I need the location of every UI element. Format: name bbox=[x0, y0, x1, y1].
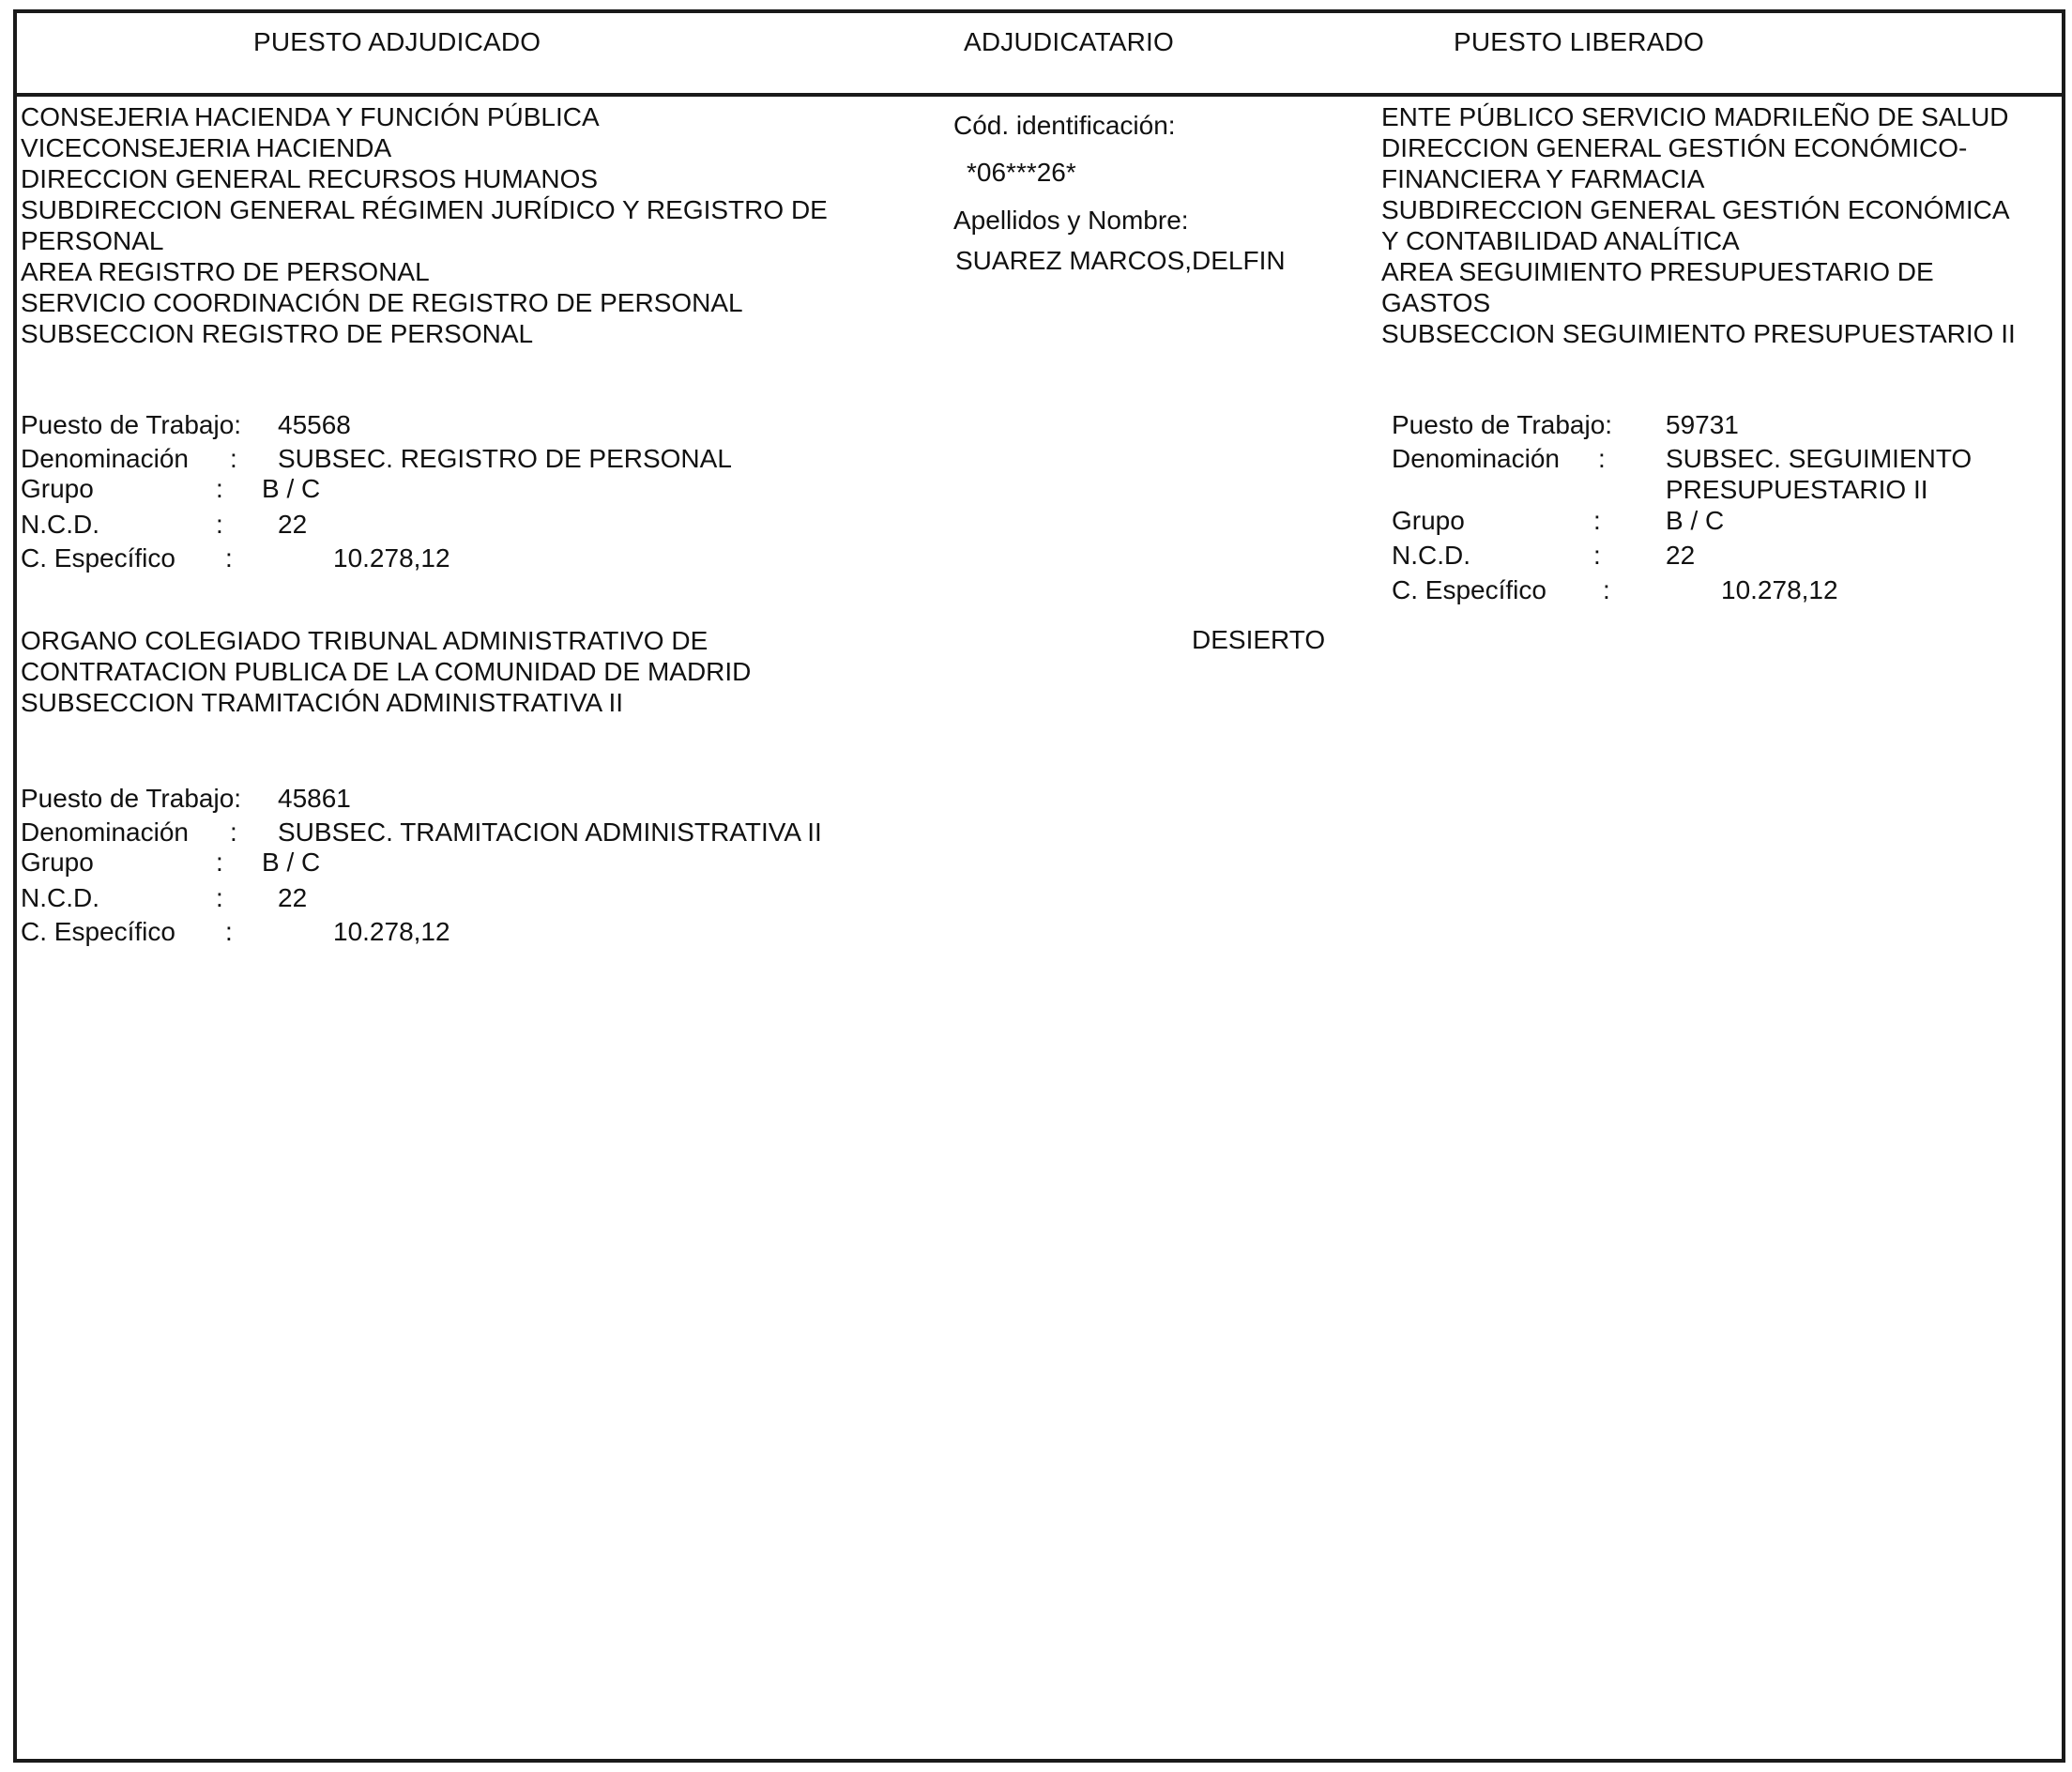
liberado-especifico-label: C. Específico bbox=[1392, 575, 1546, 604]
denominacion-value: SUBSEC. TRAMITACION ADMINISTRATIVA II bbox=[278, 817, 822, 847]
especifico-value: 10.278,12 bbox=[333, 917, 450, 946]
status-desierto: DESIERTO bbox=[1192, 625, 1326, 654]
puesto-value: 45861 bbox=[278, 784, 351, 813]
grupo-label: Grupo bbox=[21, 848, 94, 877]
org-line: SUBSECCION SEGUIMIENTO PRESUPUESTARIO II bbox=[1381, 319, 2016, 348]
colon: : bbox=[216, 883, 223, 912]
entry-2-organization bbox=[21, 625, 751, 718]
liberado-denominacion-value: SUBSEC. SEGUIMIENTO bbox=[1666, 444, 1973, 473]
org-line: AREA REGISTRO DE PERSONAL bbox=[21, 257, 430, 286]
colon: : bbox=[1603, 575, 1610, 604]
org-line: SUBDIRECCION GENERAL RÉGIMEN JURÍDICO Y REGISTRO DE bbox=[21, 195, 828, 224]
ncd-label: N.C.D. bbox=[21, 883, 99, 912]
grupo-value: B / C bbox=[262, 474, 321, 503]
colon: : bbox=[230, 817, 237, 847]
puesto-value: 45568 bbox=[278, 410, 351, 439]
denominacion-label: Denominación bbox=[21, 817, 189, 847]
colon: : bbox=[1598, 444, 1606, 473]
colon: : bbox=[225, 917, 233, 946]
org-line: FINANCIERA Y FARMACIA bbox=[1381, 164, 1705, 193]
org-line: Y CONTABILIDAD ANALÍTICA bbox=[1381, 226, 1740, 255]
org-line: VICECONSEJERIA HACIENDA bbox=[21, 133, 392, 162]
liberado-organization bbox=[1381, 101, 2016, 349]
grupo-value: B / C bbox=[262, 848, 321, 877]
org-line: SUBSECCION REGISTRO DE PERSONAL bbox=[21, 319, 534, 348]
header-puesto-liberado: PUESTO LIBERADO bbox=[1454, 27, 1705, 56]
org-line: CONSEJERIA HACIENDA Y FUNCIÓN PÚBLICA bbox=[21, 102, 600, 131]
liberado-puesto-label: Puesto de Trabajo: bbox=[1392, 410, 1613, 439]
puesto-label: Puesto de Trabajo: bbox=[21, 410, 242, 439]
liberado-especifico-value: 10.278,12 bbox=[1721, 575, 1838, 604]
especifico-value: 10.278,12 bbox=[333, 543, 450, 573]
org-line: SUBDIRECCION GENERAL GESTIÓN ECONÓMICA bbox=[1381, 195, 2010, 224]
especifico-label: C. Específico bbox=[21, 543, 175, 573]
colon: : bbox=[225, 543, 233, 573]
grupo-label: Grupo bbox=[21, 474, 94, 503]
ncd-value: 22 bbox=[278, 883, 308, 912]
puesto-label: Puesto de Trabajo: bbox=[21, 784, 242, 813]
cod-identificacion-label: Cód. identificación: bbox=[953, 111, 1176, 140]
liberado-grupo-label: Grupo bbox=[1392, 506, 1465, 535]
liberado-ncd-label: N.C.D. bbox=[1392, 541, 1470, 570]
org-line: SUBSECCION TRAMITACIÓN ADMINISTRATIVA II bbox=[21, 688, 624, 717]
org-line: DIRECCION GENERAL GESTIÓN ECONÓMICO- bbox=[1381, 133, 1968, 162]
header-divider bbox=[13, 93, 2065, 97]
org-line: AREA SEGUIMIENTO PRESUPUESTARIO DE bbox=[1381, 257, 1934, 286]
org-line: ORGANO COLEGIADO TRIBUNAL ADMINISTRATIVO DE bbox=[21, 626, 708, 655]
entry-1-organization bbox=[21, 101, 828, 349]
ncd-value: 22 bbox=[278, 510, 308, 539]
header-adjudicatario: ADJUDICATARIO bbox=[964, 27, 1175, 56]
cod-identificacion-value: *06***26* bbox=[967, 158, 1076, 187]
liberado-grupo-value: B / C bbox=[1666, 506, 1725, 535]
colon: : bbox=[216, 510, 223, 539]
header-puesto-adjudicado: PUESTO ADJUDICADO bbox=[253, 27, 541, 56]
denominacion-label: Denominación bbox=[21, 444, 189, 473]
liberado-denominacion-value-cont: PRESUPUESTARIO II bbox=[1666, 475, 1928, 504]
org-line: GASTOS bbox=[1381, 288, 1491, 317]
colon: : bbox=[216, 474, 223, 503]
org-line: DIRECCION GENERAL RECURSOS HUMANOS bbox=[21, 164, 599, 193]
liberado-denominacion-label: Denominación bbox=[1392, 444, 1560, 473]
denominacion-value: SUBSEC. REGISTRO DE PERSONAL bbox=[278, 444, 732, 473]
colon: : bbox=[230, 444, 237, 473]
org-line: SERVICIO COORDINACIÓN DE REGISTRO DE PERSONAL bbox=[21, 288, 743, 317]
especifico-label: C. Específico bbox=[21, 917, 175, 946]
org-line: PERSONAL bbox=[21, 226, 164, 255]
colon: : bbox=[1593, 506, 1601, 535]
colon: : bbox=[216, 848, 223, 877]
org-line: ENTE PÚBLICO SERVICIO MADRILEÑO DE SALUD bbox=[1381, 102, 2009, 131]
org-line: CONTRATACION PUBLICA DE LA COMUNIDAD DE MADRID bbox=[21, 657, 752, 686]
liberado-ncd-value: 22 bbox=[1666, 541, 1696, 570]
apellidos-nombre-label: Apellidos y Nombre: bbox=[953, 206, 1189, 235]
liberado-puesto-value: 59731 bbox=[1666, 410, 1739, 439]
ncd-label: N.C.D. bbox=[21, 510, 99, 539]
colon: : bbox=[1593, 541, 1601, 570]
apellidos-nombre-value: SUAREZ MARCOS,DELFIN bbox=[955, 246, 1286, 275]
